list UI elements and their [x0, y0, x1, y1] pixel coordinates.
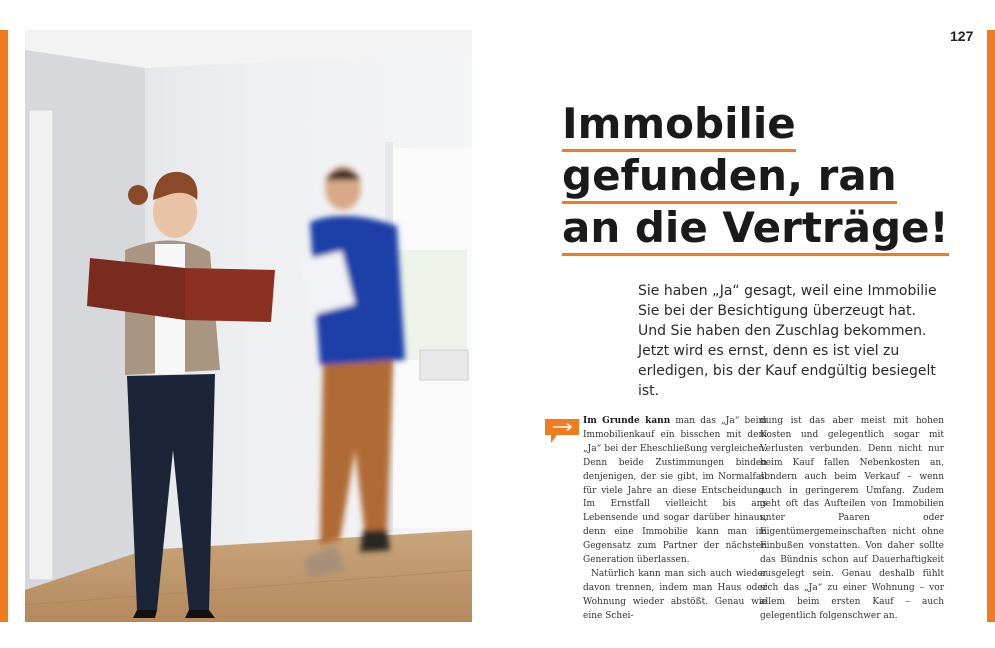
body-column-2 — [760, 415, 944, 624]
headline-line-1: Immobilie — [562, 98, 962, 150]
headline — [562, 98, 962, 254]
photo-illustration — [25, 30, 472, 622]
arrow-right-icon — [545, 419, 579, 443]
body-paragraph-1: Im Grunde kann man das „Ja“ beim Immobilienkauf ein bisschen mit dem „Ja“ bei der Eheschließung vergleichen. Denn beide Zustimmungen binden denjenigen, der sie gibt, im Normalfall für viele Jahre an diese Entscheidung. Im Ernstfall vielleicht bis ans Lebensende und sogar darüber hinaus, denn eine Immobilie kann man im Gegensatz zum Partner der nächsten Generation überlassen. — [583, 416, 767, 566]
right-accent-bar — [987, 30, 995, 622]
left-accent-bar — [0, 30, 8, 622]
headline-line-2: gefunden, ran — [562, 150, 962, 202]
lead-in: Im Grunde kann — [583, 416, 671, 426]
body-column-1 — [583, 415, 767, 624]
lead-paragraph: Sie haben „Ja“ gesagt, weil eine Immobilie Sie bei der Besichtigung überzeugt hat. Und Sie haben den Zuschlag bekommen. Jetzt wird es ernst, denn es ist viel zu erledigen, bis der Kauf endgültig besiegelt ist. — [638, 283, 937, 399]
headline-line-3: an die Verträge! — [562, 202, 962, 254]
page-number: 127 — [950, 28, 974, 44]
body-paragraph-3: dung ist das aber meist mit hohen Kosten und gelegentlich sogar mit Verlusten verbunden. Denn nicht nur beim Kauf fallen Nebenkosten an, sondern auch beim Verkauf – wenn auch in geringerem Umfang. Zudem geht oft das Aufteilen von Immobilien unter Paaren oder Eigentümergemeinschaften nicht ohne Einbußen vonstatten. Von daher sollte das Bündnis schon auf Dauerhaftigkeit ausgelegt sein. Genau deshalb fühlt sich das „Ja“ zu einer Wohnung – vor allem beim ersten Kauf – auch gelegentlich folgenschwer an. — [760, 416, 944, 621]
body-paragraph-2: Natürlich kann man sich auch wieder davon trennen, indem man Haus oder Wohnung wieder abstößt. Genau wie eine Schei- — [583, 568, 767, 621]
